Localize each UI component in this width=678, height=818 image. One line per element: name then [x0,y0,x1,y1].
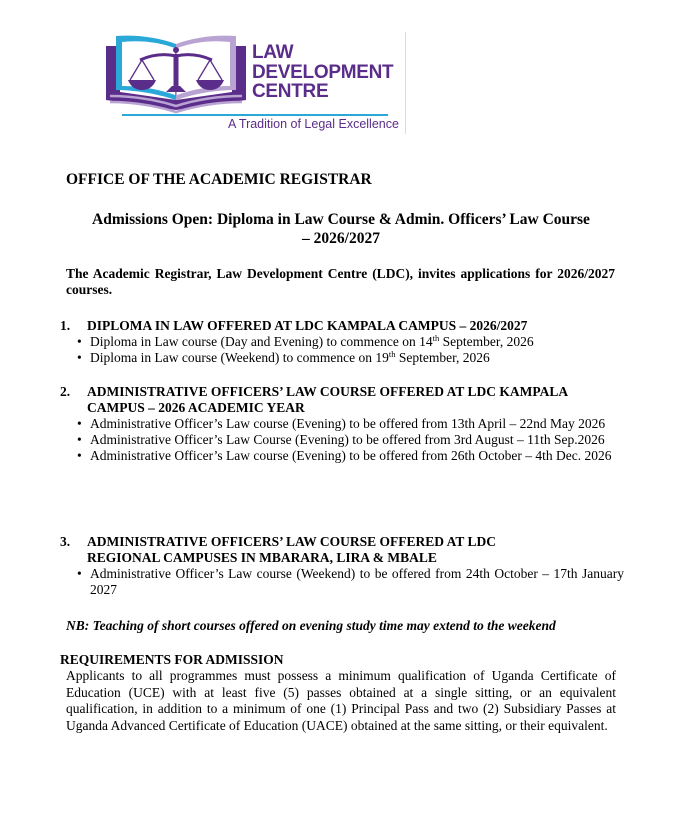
intro-paragraph: The Academic Registrar, Law Development Centre (LDC), invites applications for 2026/2027 courses. [66,266,615,297]
logo-name-line: LAW [252,42,294,63]
item-text: Administrative Officer’s Law course (Evening) to be offered from 13th April – 22nd May 2026 [90,416,606,431]
section-heading [60,318,624,334]
ordinal-suffix: th [388,349,396,359]
page-headline [60,210,622,248]
list-item [60,416,624,432]
list-item [60,566,624,598]
list-item [60,448,624,464]
item-text: September, 2026 [395,350,490,365]
section-title [87,534,624,566]
headline-line: – 2026/2027 [302,230,380,247]
requirements-body: Applicants to all programmes must possess a minimum qualification of Uganda Certificate of Education (UCE) with at least five (5) passes obtained at a single sitting, or an equivalent qualification, in addition to a minimum of one (1) Principal Pass and two (2) Subsidiary Passes at Uganda Advanced Certificate of Education (UACE) obtained at the same sitting, or their equivalent. [66,668,616,733]
section-title-line: CAMPUS – 2026 ACADEMIC YEAR [87,400,305,415]
section-admin-officers-kampala [60,384,624,464]
bullet-icon: • [77,334,82,349]
item-text: Diploma in Law course (Day and Evening) to commence on 14 [90,334,433,349]
section-number: 3. [60,534,71,549]
list-item [60,432,624,448]
item-text: September, 2026 [439,334,534,349]
headline-line: Admissions Open: Diploma in Law Course & Admin. Officers’ Law Course [92,211,590,228]
item-text: Administrative Officer’s Law Course (Evening) to be offered from 3rd August – 11th Sep.2026 [90,432,605,447]
bullet-list [60,566,624,598]
logo-name-line: CENTRE [252,81,329,102]
bullet-icon: • [77,448,82,463]
list-item [60,350,624,366]
header-divider [405,32,406,134]
requirements-title: REQUIREMENTS FOR ADMISSION [60,652,284,667]
section-diploma-in-law [60,318,624,366]
section-admin-officers-regional [60,534,624,598]
list-item [60,334,624,350]
section-title-line: REGIONAL CAMPUSES IN MBARARA, LIRA & MBALE [87,550,437,565]
logo-name-line: DEVELOPMENT [252,61,394,83]
bullet-icon: • [77,566,82,581]
logo-wordmark [252,43,393,102]
section-number: 2. [60,384,71,399]
item-text: Diploma in Law course (Weekend) to commence on 19 [90,350,389,365]
section-heading [60,384,624,416]
section-number: 1. [60,318,71,333]
logo-tagline: A Tradition of Legal Excellence [228,117,399,131]
item-text: Administrative Officer’s Law course (Evening) to be offered from 26th October – 4th Dec. 2026 [90,448,612,463]
bullet-icon: • [77,350,82,365]
bullet-list [60,334,624,366]
logo-underline [122,114,388,116]
bullet-icon: • [77,432,82,447]
section-title-line: ADMINISTRATIVE OFFICERS’ LAW COURSE OFFERED AT LDC [87,534,497,549]
nb-note: NB: Teaching of short courses offered on evening study time may extend to the weekend [66,618,556,633]
office-title: OFFICE OF THE ACADEMIC REGISTRAR [66,171,372,188]
section-title-line: ADMINISTRATIVE OFFICERS’ LAW COURSE OFFERED AT LDC KAMPALA [87,384,569,399]
bullet-icon: • [77,416,82,431]
section-heading [60,534,624,566]
item-text: Administrative Officer’s Law course (Weekend) to be offered from 24th October – 17th January 2027 [90,566,624,597]
section-title: DIPLOMA IN LAW OFFERED AT LDC KAMPALA CAMPUS – 2026/2027 [87,318,528,333]
ordinal-suffix: th [432,333,440,343]
ldc-logo [104,30,399,136]
section-title [87,384,624,416]
bullet-list [60,416,624,464]
book-with-scales-of-justice-icon [104,30,252,114]
